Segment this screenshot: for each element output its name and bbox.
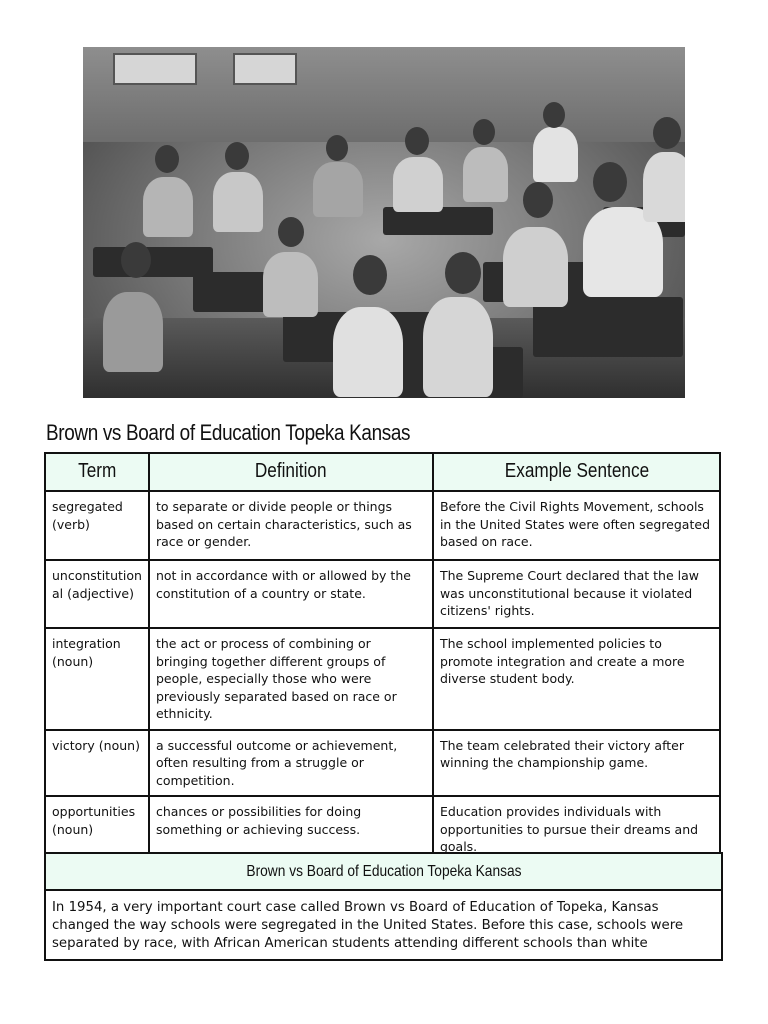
document-title: Brown vs Board of Education Topeka Kansas — [46, 420, 411, 445]
example-cell: The team celebrated their victory after winning the championship game. — [433, 730, 720, 797]
photo-child-head — [405, 127, 429, 155]
photo-child-head — [278, 217, 304, 247]
photo-child-head — [543, 102, 565, 128]
term-cell: integration (noun) — [45, 628, 149, 730]
photo-child — [643, 152, 685, 222]
table-header-row — [45, 453, 720, 491]
photo-child — [313, 162, 363, 217]
example-cell: Before the Civil Rights Movement, schools in the United States were often segregated based on race. — [433, 491, 720, 560]
photo-child — [103, 292, 163, 372]
example-cell: Education provides individuals with opportunities to pursue their dreams and goals. — [433, 796, 720, 864]
term-cell: opportunities (noun) — [45, 796, 149, 864]
definition-cell: to separate or divide people or things based on certain characteristics, such as race or gender. — [149, 491, 433, 560]
photo-child — [393, 157, 443, 212]
column-header-definition: Definition — [149, 453, 433, 491]
reading-passage-heading: Brown vs Board of Education Topeka Kansas — [46, 854, 721, 891]
photo-child-head — [326, 135, 348, 161]
definition-cell: the act or process of combining or bringing together different groups of people, especially those who were previously separated based on race or ethnicity. — [149, 628, 433, 730]
column-header-term: Term — [45, 453, 149, 491]
photo-child — [503, 227, 568, 307]
table-row — [45, 560, 720, 628]
photo-chalkboard — [233, 53, 297, 85]
term-cell: segregated (verb) — [45, 491, 149, 560]
term-cell: victory (noun) — [45, 730, 149, 797]
photo-child — [263, 252, 318, 317]
vocabulary-table — [44, 452, 721, 865]
term-cell: unconstitutional (adjective) — [45, 560, 149, 628]
reading-passage-box — [44, 852, 723, 961]
photo-child — [533, 127, 578, 182]
example-cell: The Supreme Court declared that the law was unconstitutional because it violated citizens' rights. — [433, 560, 720, 628]
photo-child-head — [473, 119, 495, 145]
photo-child — [143, 177, 193, 237]
table-row — [45, 730, 720, 797]
reading-passage-text: In 1954, a very important court case called Brown vs Board of Education of Topeka, Kansas changed the way schools were segregated in the United States. Before this case, schools were separated by race, with African American students attending different schools than white — [52, 900, 684, 951]
photo-child-head — [225, 142, 249, 170]
photo-child-head — [353, 255, 387, 295]
column-header-example: Example Sentence — [433, 453, 720, 491]
photo-child — [333, 307, 403, 397]
table-row — [45, 491, 720, 560]
photo-child-head — [121, 242, 151, 278]
photo-child-head — [653, 117, 681, 149]
photo-child-head — [445, 252, 481, 294]
definition-cell: a successful outcome or achievement, often resulting from a struggle or competition. — [149, 730, 433, 797]
photo-child — [213, 172, 263, 232]
photo-child-head — [593, 162, 627, 202]
definition-cell: not in accordance with or allowed by the constitution of a country or state. — [149, 560, 433, 628]
photo-chalkboard — [113, 53, 197, 85]
photo-child-head — [523, 182, 553, 218]
example-cell: The school implemented policies to promote integration and create a more diverse student body. — [433, 628, 720, 730]
photo-child — [463, 147, 508, 202]
table-row — [45, 628, 720, 730]
photo-child — [423, 297, 493, 397]
definition-cell: chances or possibilities for doing something or achieving success. — [149, 796, 433, 864]
classroom-photo — [83, 47, 685, 398]
photo-child-head — [155, 145, 179, 173]
